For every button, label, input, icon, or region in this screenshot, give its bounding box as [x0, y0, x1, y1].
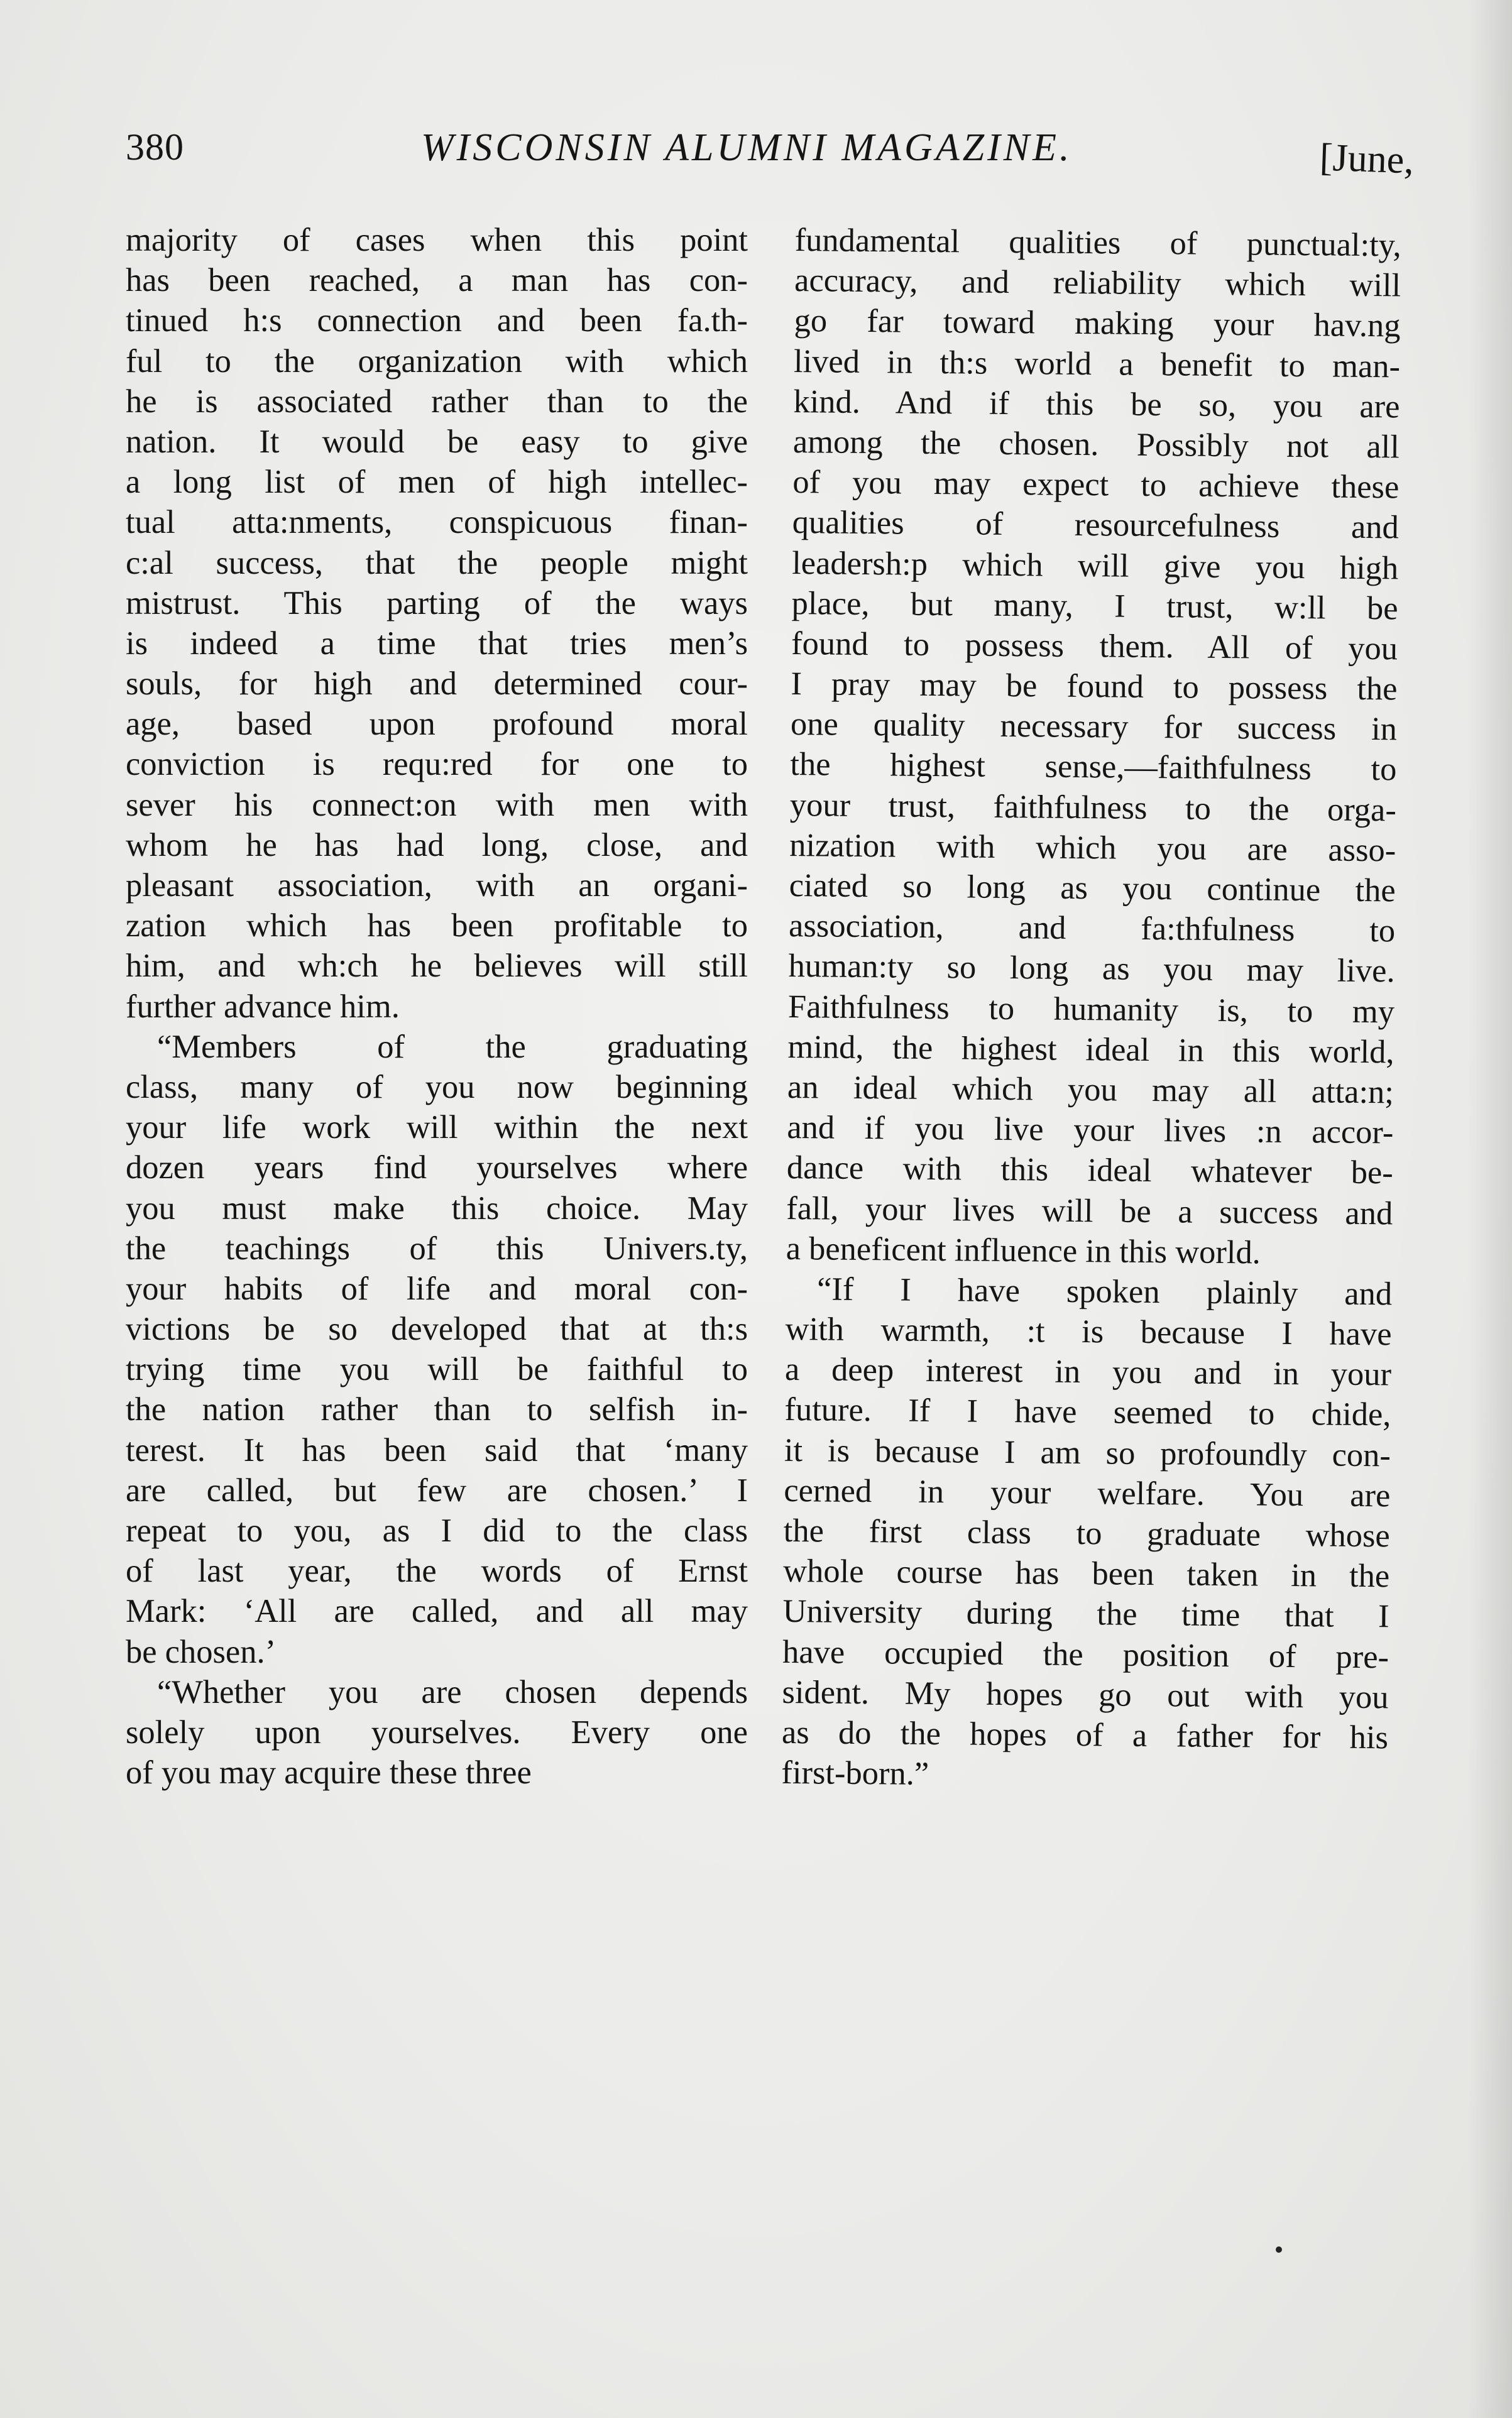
text-line: age, based upon profound moral — [126, 706, 748, 743]
text-line: mind, the highest ideal in this world, — [787, 1028, 1394, 1071]
text-line: sident. My hopes go out with you — [782, 1673, 1389, 1716]
text-line: the highest sense,—faithfulness to — [790, 746, 1397, 788]
text-line: dozen years find yourselves where — [126, 1149, 748, 1186]
text-line: repeat to you, as I did to the class — [126, 1513, 748, 1549]
text-line: the nation rather than to selfish in- — [126, 1391, 748, 1428]
text-line: of you may expect to achieve these — [792, 464, 1400, 506]
text-line: is indeed a time that tries men’s — [126, 625, 748, 662]
text-line: it is because I am so profoundly con- — [784, 1431, 1391, 1474]
text-line: among the chosen. Possibly not all — [792, 423, 1400, 466]
page-edge-shadow — [1468, 0, 1512, 2418]
text-line: c:al success, that the people might — [126, 544, 748, 581]
text-line: your life work will within the next — [126, 1109, 748, 1146]
text-line: ciated so long as you continue the — [789, 867, 1396, 909]
text-line: majority of cases when this point — [126, 222, 748, 258]
text-line: are called, but few are chosen.’ I — [126, 1472, 748, 1509]
text-line: qualities of resourcefulness and — [792, 504, 1400, 546]
text-line: souls, for high and determined cour- — [126, 665, 748, 703]
text-line: mistrust. This parting of the ways — [126, 584, 748, 621]
print-speck — [1276, 2246, 1282, 2253]
text-line: trying time you will be faithful to — [126, 1351, 748, 1388]
text-line: fall, your lives will be a success and — [786, 1190, 1393, 1232]
text-line: leadersh:p which will give you high — [791, 544, 1399, 586]
page-number: 380 — [126, 126, 184, 168]
text-line: him, and wh:ch he believes will still — [126, 948, 748, 985]
text-line: has been reached, a man has con- — [126, 262, 748, 299]
text-line: pleasant association, with an organi- — [126, 867, 748, 904]
text-line: of last year, the words of Ernst — [126, 1553, 748, 1590]
text-line: whom he has had long, close, and — [126, 826, 748, 863]
text-line: as do the hopes of a father for his — [781, 1714, 1389, 1756]
text-line: future. If I have seemed to chide, — [784, 1391, 1391, 1433]
text-line: nization with which you are asso- — [789, 826, 1396, 869]
text-line: a beneficent influence in this world. — [786, 1230, 1261, 1271]
text-line: “Members of the graduating — [157, 1028, 748, 1065]
text-line: sever his connect:on with men with — [126, 786, 748, 823]
text-line: be chosen.’ — [126, 1633, 277, 1670]
text-line: tinued h:s connection and been fa.th- — [126, 302, 748, 339]
text-line: kind. And if this be so, you are — [793, 383, 1400, 425]
text-line: place, but many, I trust, w:ll be — [791, 584, 1398, 627]
text-line: Faithfulness to humanity is, to my — [787, 988, 1395, 1030]
running-title: WISCONSIN ALUMNI MAGAZINE. — [421, 126, 1073, 169]
text-line: I pray may be found to possess the — [791, 665, 1398, 708]
text-line: your habits of life and moral con- — [126, 1270, 748, 1307]
text-line: further advance him. — [126, 988, 400, 1025]
text-line: association, and fa:thfulness to — [788, 907, 1396, 949]
text-line: have occupied the position of pre- — [782, 1633, 1389, 1675]
text-line: terest. It has been said that ‘many — [126, 1431, 748, 1469]
right-text-column — [781, 220, 1401, 1798]
text-line: human:ty so long as you may live. — [788, 948, 1395, 990]
text-line: University during the time that I — [782, 1593, 1389, 1635]
text-line: solely upon yourselves. Every one — [126, 1714, 748, 1751]
text-line: Mark: ‘All are called, and all may — [126, 1593, 748, 1630]
left-text-column — [126, 220, 748, 1793]
text-line: whole course has been taken in the — [782, 1553, 1390, 1595]
text-line: accuracy, and reliability which will — [794, 262, 1401, 304]
text-line: cerned in your welfare. You are — [784, 1472, 1391, 1514]
text-line: your trust, faithfulness to the orga- — [789, 786, 1397, 829]
text-line: class, many of you now beginning — [126, 1068, 748, 1105]
text-line: a deep interest in you and in your — [784, 1351, 1392, 1393]
text-line: ful to the organization with which — [126, 342, 748, 380]
text-line: nation. It would be easy to give — [126, 423, 748, 460]
text-line: tual atta:nments, conspicuous finan- — [126, 504, 748, 541]
text-line: the first class to graduate whose — [783, 1512, 1391, 1555]
text-line: first-born.” — [781, 1754, 929, 1793]
text-line: victions be so developed that at th:s — [126, 1311, 748, 1348]
page-header — [126, 119, 1420, 182]
text-line: zation which has been profitable to — [126, 907, 748, 944]
text-line: and if you live your lives :n accor- — [787, 1109, 1394, 1151]
text-line: the teachings of this Univers.ty, — [126, 1230, 748, 1267]
text-line: he is associated rather than to the — [126, 383, 748, 420]
text-line: you must make this choice. May — [126, 1190, 748, 1227]
text-line: go far toward making your hav.ng — [794, 302, 1401, 344]
text-line: of you may acquire these three — [126, 1754, 532, 1792]
text-line: one quality necessary for success in — [790, 706, 1398, 748]
text-line: “If I have spoken plainly and — [816, 1271, 1393, 1313]
text-line: an ideal which you may all atta:n; — [787, 1068, 1394, 1111]
text-line: with warmth, :t is because I have — [785, 1310, 1392, 1353]
text-line: lived in th:s world a benefit to man- — [793, 342, 1401, 385]
text-line: “Whether you are chosen depends — [157, 1673, 748, 1710]
text-line: conviction is requ:red for one to — [126, 746, 748, 783]
text-line: found to possess them. All of you — [791, 625, 1398, 667]
text-line: a long list of men of high intellec- — [126, 464, 748, 501]
text-line: dance with this ideal whatever be- — [786, 1149, 1394, 1191]
issue-month: [June, — [1319, 136, 1415, 182]
text-line: fundamental qualities of punctual:ty, — [794, 221, 1401, 264]
